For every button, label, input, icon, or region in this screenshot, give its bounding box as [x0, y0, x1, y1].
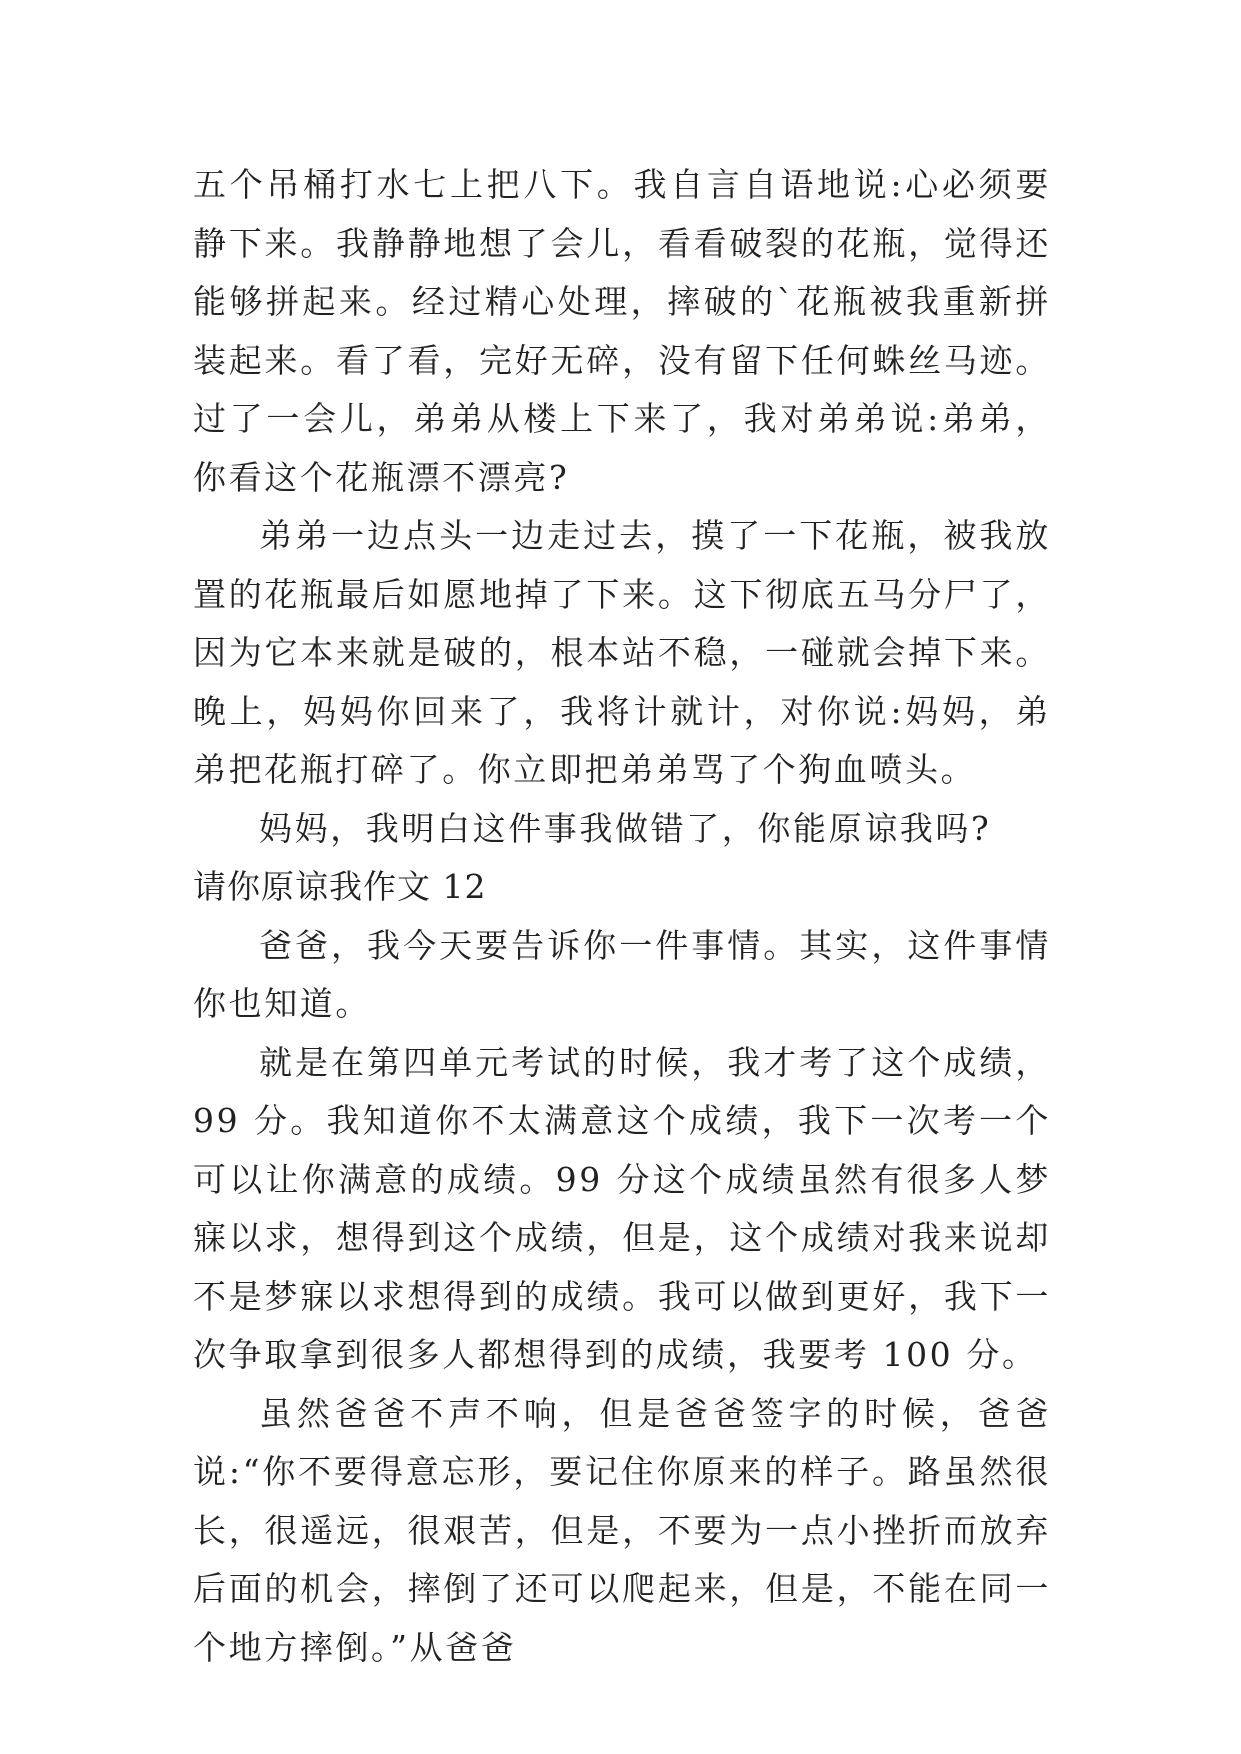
essay-heading: 请你原谅我作文 12 — [193, 867, 487, 906]
paragraph: 虽然爸爸不声不响，但是爸爸签字的时候，爸爸说:“你不要得意忘形，要记住你原来的样子。路虽然很长，很遥远，很艰苦，但是，不要为一点小挫折而放弃后面的机会，摔倒了还可以爬起来，但是，不能在同一个地方摔倒。”从爸爸 — [193, 1393, 1051, 1667]
paragraph: 妈妈，我明白这件事我做错了，你能原谅我吗? — [259, 808, 992, 848]
document-body — [193, 156, 1051, 1677]
paragraph: 爸爸，我今天要告诉你一件事情。其实，这件事情你也知道。 — [193, 925, 1051, 1023]
paragraph-continued: 五个吊桶打水七上把八下。我自言自语地说:心必须要静下来。我静静地想了会儿，看看破裂的花瓶，觉得还能够拼起来。经过精心处理，摔破的`花瓶被我重新拼装起来。看了看，完好无碎，没有留下任何蛛丝马迹。过了一会儿，弟弟从楼上下来了，我对弟弟说:弟弟，你看这个花瓶漂不漂亮? — [193, 165, 1051, 497]
paragraph: 就是在第四单元考试的时候，我才考了这个成绩，99 分。我知道你不太满意这个成绩，我下一次考一个可以让你满意的成绩。99 分这个成绩虽然有很多人梦寐以求，想得到这个成绩，但是，这个成绩对我来说却不是梦寐以求想得到的成绩。我可以做到更好，我下一次争取拿到很多人都想得到的成绩，我要考 100 分。 — [193, 1042, 1051, 1374]
paragraph: 弟弟一边点头一边走过去，摸了一下花瓶，被我放置的花瓶最后如愿地掉了下来。这下彻底五马分尸了，因为它本来就是破的，根本站不稳，一碰就会掉下来。晚上，妈妈你回来了，我将计就计，对你说:妈妈，弟弟把花瓶打碎了。你立即把弟弟骂了个狗血喷头。 — [193, 516, 1051, 789]
